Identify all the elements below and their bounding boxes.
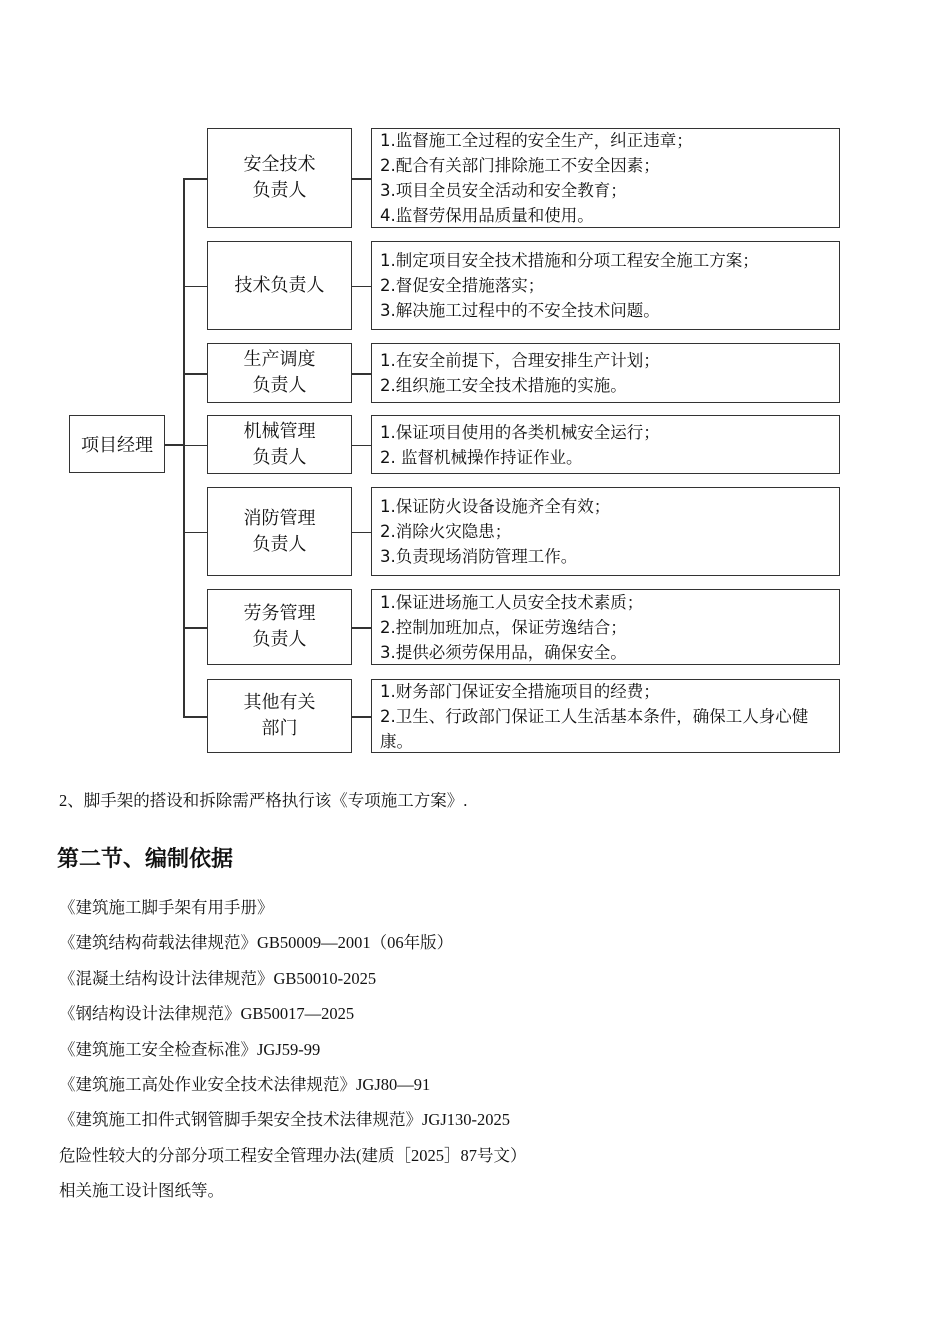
duty-box bbox=[371, 589, 840, 665]
trunk-line bbox=[183, 178, 185, 716]
role-box bbox=[207, 128, 352, 228]
duty-item: 2.消除火灾隐患； bbox=[380, 522, 512, 541]
role-box bbox=[207, 241, 352, 330]
branch-line bbox=[183, 445, 207, 447]
duty-item: 2. 监督机械操作持证作业。 bbox=[380, 447, 583, 467]
duty-box bbox=[371, 415, 840, 474]
role-label: 消防管理 负责人 bbox=[243, 507, 316, 555]
basis-item: 相关施工设计图纸等。 bbox=[59, 1181, 224, 1201]
duty-item: 1.保证项目使用的各类机械安全运行； bbox=[380, 422, 660, 442]
basis-item: 危险性较大的分部分项工程安全管理办法(建质［2025］87号文） bbox=[59, 1145, 527, 1165]
role-label: 劳务管理 负责人 bbox=[243, 603, 316, 650]
duty-item: 2.配合有关部门排除施工不安全因素； bbox=[380, 156, 660, 175]
duty-box bbox=[371, 241, 840, 330]
role-label: 生产调度 负责人 bbox=[243, 349, 316, 396]
role-box bbox=[207, 487, 352, 576]
duty-item: 4.监督劳保用品质量和使用。 bbox=[380, 206, 594, 225]
basis-item: 《建筑施工扣件式钢管脚手架安全技术法律规范》JGJ130-2025 bbox=[59, 1110, 511, 1130]
duty-item: 1.制定项目安全技术措施和分项工程安全施工方案； bbox=[380, 251, 759, 270]
duty-item: 1.监督施工全过程的安全生产，纠正违章； bbox=[380, 131, 693, 150]
duty-item: 2.控制加班加点，保证劳逸结合； bbox=[380, 617, 627, 637]
duty-item: 3.负责现场消防管理工作。 bbox=[380, 547, 578, 566]
role-box bbox=[207, 343, 352, 403]
duty-box bbox=[371, 128, 840, 228]
duty-connector bbox=[352, 373, 371, 375]
basis-item: 《建筑施工高处作业安全技术法律规范》JGJ80—91 bbox=[59, 1074, 431, 1094]
duty-box bbox=[371, 679, 840, 753]
branch-line bbox=[183, 178, 207, 180]
branch-line bbox=[183, 532, 207, 534]
duty-box bbox=[371, 487, 840, 576]
duty-item: 1.保证进场施工人员安全技术素质； bbox=[380, 592, 644, 612]
role-box bbox=[207, 415, 352, 474]
org-root-box bbox=[69, 415, 165, 473]
basis-item: 《建筑施工安全检查标准》JGJ59-99 bbox=[59, 1039, 321, 1059]
duty-item: 1.财务部门保证安全措施项目的经费； bbox=[380, 681, 660, 701]
duty-box bbox=[371, 343, 840, 403]
duty-item: 3.项目全员安全活动和安全教育； bbox=[380, 181, 627, 200]
duty-item: 2.卫生、行政部门保证工人生活基本条件，确保工人身心健康。 bbox=[380, 706, 809, 751]
duty-connector bbox=[352, 178, 371, 180]
role-label: 技术负责人 bbox=[234, 274, 325, 296]
duty-connector bbox=[352, 445, 371, 447]
role-label: 安全技术 负责人 bbox=[243, 154, 316, 201]
basis-item: 《钢结构设计法律规范》GB50017—2025 bbox=[59, 1004, 355, 1024]
duty-connector bbox=[352, 627, 371, 629]
branch-line bbox=[183, 373, 207, 375]
basis-list bbox=[59, 890, 527, 1209]
branch-line bbox=[183, 716, 207, 718]
role-label: 机械管理 负责人 bbox=[243, 420, 316, 468]
basis-item: 《混凝土结构设计法律规范》GB50010-2025 bbox=[59, 968, 377, 988]
role-label: 其他有关 部门 bbox=[243, 692, 316, 739]
duty-item: 2.督促安全措施落实； bbox=[380, 276, 545, 295]
branch-line bbox=[183, 627, 207, 629]
role-box bbox=[207, 589, 352, 665]
duty-item: 1.保证防火设备设施齐全有效； bbox=[380, 497, 611, 516]
duty-connector bbox=[352, 286, 371, 288]
duty-item: 1.在安全前提下，合理安排生产计划； bbox=[380, 351, 660, 370]
duty-item: 3.提供必须劳保用品，确保安全。 bbox=[380, 642, 627, 662]
duty-connector bbox=[352, 716, 371, 718]
duty-item: 3.解决施工过程中的不安全技术问题。 bbox=[380, 301, 660, 320]
duty-connector bbox=[352, 532, 371, 534]
duty-item: 2.组织施工安全技术措施的实施。 bbox=[380, 376, 627, 395]
role-box bbox=[207, 679, 352, 753]
basis-item: 《建筑结构荷载法律规范》GB50009—2001（06年版） bbox=[59, 933, 454, 953]
root-connector bbox=[165, 444, 183, 446]
basis-item: 《建筑施工脚手架有用手册》 bbox=[59, 898, 274, 917]
section-title: 第二节、编制依据 bbox=[57, 847, 234, 872]
paragraph-scaffold-note: 2、脚手架的搭设和拆除需严格执行该《专项施工方案》. bbox=[59, 791, 468, 810]
org-root-label: 项目经理 bbox=[81, 435, 153, 456]
branch-line bbox=[183, 286, 207, 288]
